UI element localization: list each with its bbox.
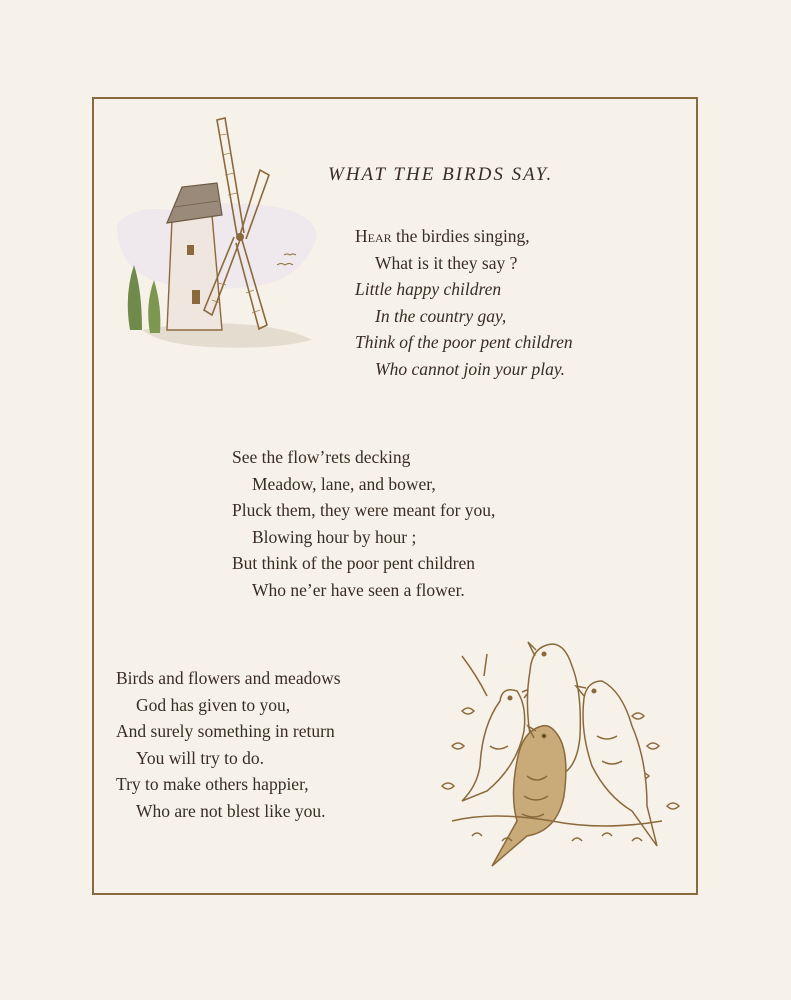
stanza-2-line-1: See the flow’rets decking <box>232 447 411 467</box>
stanza-3-line-5: Try to make others happier, <box>116 774 309 794</box>
stanza-3-line-6: Who are not blest like you. <box>136 800 326 821</box>
stanza-1-line-1-rest: the birdies singing, <box>391 226 530 246</box>
stanza-3-line-2: God has given to you, <box>136 694 291 715</box>
stanza-1-line-6: Who cannot join your play. <box>375 358 566 379</box>
stanza-2-line-4: Blowing hour by hour ; <box>252 526 417 547</box>
stanza-2-line-2: Meadow, lane, and bower, <box>252 473 436 494</box>
stanza-2 <box>232 444 495 603</box>
stanza-1-line-2: What is it they say ? <box>375 252 518 273</box>
stanza-3-line-3: And surely something in return <box>116 721 335 741</box>
stanza-1-line-3: Little happy children <box>355 279 502 299</box>
stanza-3 <box>116 665 341 824</box>
stanza-2-line-6: Who ne’er have seen a flower. <box>252 579 465 600</box>
poem-title: WHAT THE BIRDS SAY. <box>328 164 554 185</box>
stanza-1 <box>355 223 573 382</box>
windmill-illustration <box>112 115 322 360</box>
stanza-1-lead-word: Hear <box>355 226 392 246</box>
stanza-1-line-5: Think of the poor pent children <box>355 332 573 352</box>
stanza-1-line-4: In the country gay, <box>375 305 507 326</box>
stanza-1-line-1 <box>355 223 573 250</box>
birds-illustration <box>432 636 692 876</box>
stanza-3-line-1: Birds and flowers and meadows <box>116 668 341 688</box>
stanza-2-line-5: But think of the poor pent children <box>232 553 476 573</box>
stanza-2-line-3: Pluck them, they were meant for you, <box>232 500 496 520</box>
stanza-3-line-4: You will try to do. <box>136 747 265 768</box>
